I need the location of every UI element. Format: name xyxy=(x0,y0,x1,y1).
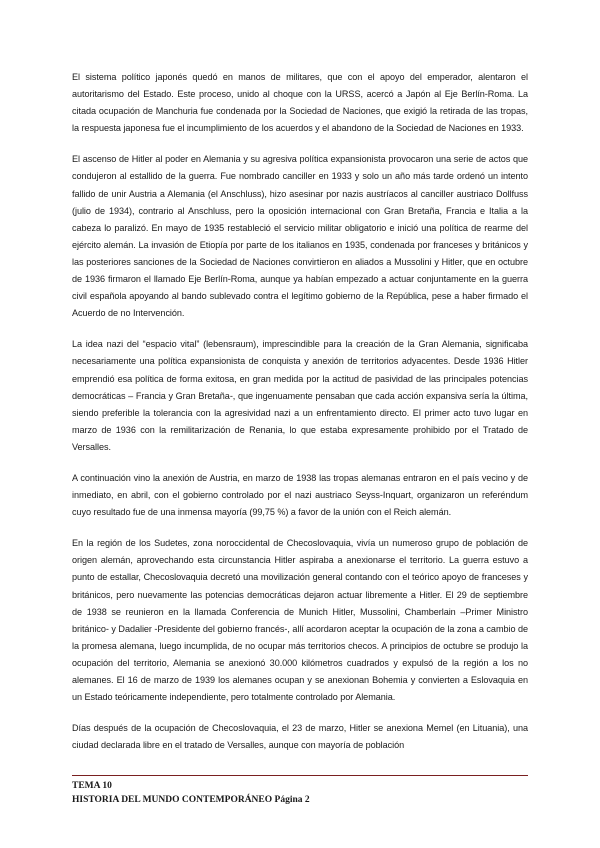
paragraph-hitler-ascent: El ascenso de Hitler al poder en Alemania y su agresiva política expansionista provocaron una serie de actos que condujeron al estallido de la guerra. Fue nombrado canciller en 1933 y solo un año más tarde ordenó un intento fallido de unir Austria a Alemania (el Anschluss), hizo asesinar por nazis austríacos al canciller austriaco Dollfuss (julio de 1934), contrario al Anschluss, pero la oposición internacional con Gran Bretaña, Francia e Italia a la cabeza lo paralizó. En mayo de 1935 restableció el servicio militar obligatorio e inició una política de rearme del ejército alemán. La invasión de Etiopía por parte de los italianos en 1935, condenada por franceses y británicos y las posteriores sanciones de la Sociedad de Naciones convirtieron en aliados a Mussolini y Hitler, que en octubre de 1936 firmaron el llamado Eje Berlín-Roma, aunque ya habían empezado a actuar conjuntamente en la guerra civil española apoyando al bando sublevado contra el legítimo gobierno de la República, pese a haber firmado el Acuerdo de no Intervención. xyxy=(72,154,528,319)
paragraph-japan: El sistema político japonés quedó en manos de militares, que con el apoyo del emperador, alentaron el autoritarismo del Estado. Este proceso, unido al choque con la URSS, acercó a Japón al Eje Berlín-Roma. La citada ocupación de Manchuria fue condenada por la Sociedad de Naciones, que exigió la retirada de las tropas, la respuesta japonesa fue el incumplimiento de los acuerdos y el abandono de la Sociedad de Naciones en 1933. xyxy=(72,72,528,134)
paragraph-austria: A continuación vino la anexión de Austria, en marzo de 1938 las tropas alemanas entraron en el país vecino y de inmediato, en abril, con el gobierno controlado por el nazi austriaco Seyss-Inquart, organizaron un referéndum cuyo resultado fue de una inmensa mayoría (99,75 %) a favor de la unión con el Reich alemán. xyxy=(72,472,528,518)
footer-divider xyxy=(72,775,528,776)
paragraph-sudetes: En la región de los Sudetes, zona noroccidental de Checoslovaquia, vivía un numeroso grupo de población de origen alemán, aprovechando esta circunstancia Hitler aspiraba a anexionarse el territorio. La guerra estuvo a punto de estallar, Checoslovaquia decretó una movilización general contando con el teórico apoyo de franceses y británicos, pero nuevamente las potencias democráticas dejaron actuar libremente a Hitler. El 29 de septiembre de 1938 se reunieron en la llamada Conferencia de Munich Hitler, Mussolini, Chamberlain –Primer Ministro británico- y Dadalier -Presidente del gobierno francés-, allí acordaron aceptar la ocupación de la zona a cambio de la promesa alemana, luego incumplida, de no ocupar más territorios checos. A principios de octubre se produjo la ocupación del territorio, Alemania se anexionó 30.000 kilómetros cuadrados y expulsó de la región a los no alemanes. El 16 de marzo de 1939 los alemanes ocupan y se anexionan Bohemia y convierten a Eslovaquia en un Estado teóricamente independiente, pero totalmente controlado por Alemania. xyxy=(72,538,528,703)
footer-topic: TEMA 10 xyxy=(72,781,112,791)
paragraph-lebensraum: La idea nazi del “espacio vital” (lebensraum), imprescindible para la creación de la Gran Alemania, significaba necesariamente una política expansionista de conquista y anexión de territorios adyacentes. Desde 1936 Hitler emprendió esa política de forma exitosa, en gran medida por la actitud de pasividad de las principales potencias democráticas – Francia y Gran Bretaña-, que ingenuamente pensaban que cada acción expansiva sería la última, siendo preferible la tolerancia con la agresividad nazi a un enfrentamiento directo. El primer acto tuvo lugar en marzo de 1936 con la remilitarización de Renania, lo que estaba expresamente prohibido por el Tratado de Versalles. xyxy=(72,339,528,452)
paragraph-memel: Días después de la ocupación de Checoslovaquia, el 23 de marzo, Hitler se anexiona Memel (en Lituania), una ciudad declarada libre en el tratado de Versalles, aunque con mayoría de población xyxy=(72,723,528,751)
page-footer xyxy=(72,775,528,807)
footer-course-and-page: HISTORIA DEL MUNDO CONTEMPORÁNEO Página 2 xyxy=(72,795,310,805)
document-body xyxy=(72,69,528,768)
